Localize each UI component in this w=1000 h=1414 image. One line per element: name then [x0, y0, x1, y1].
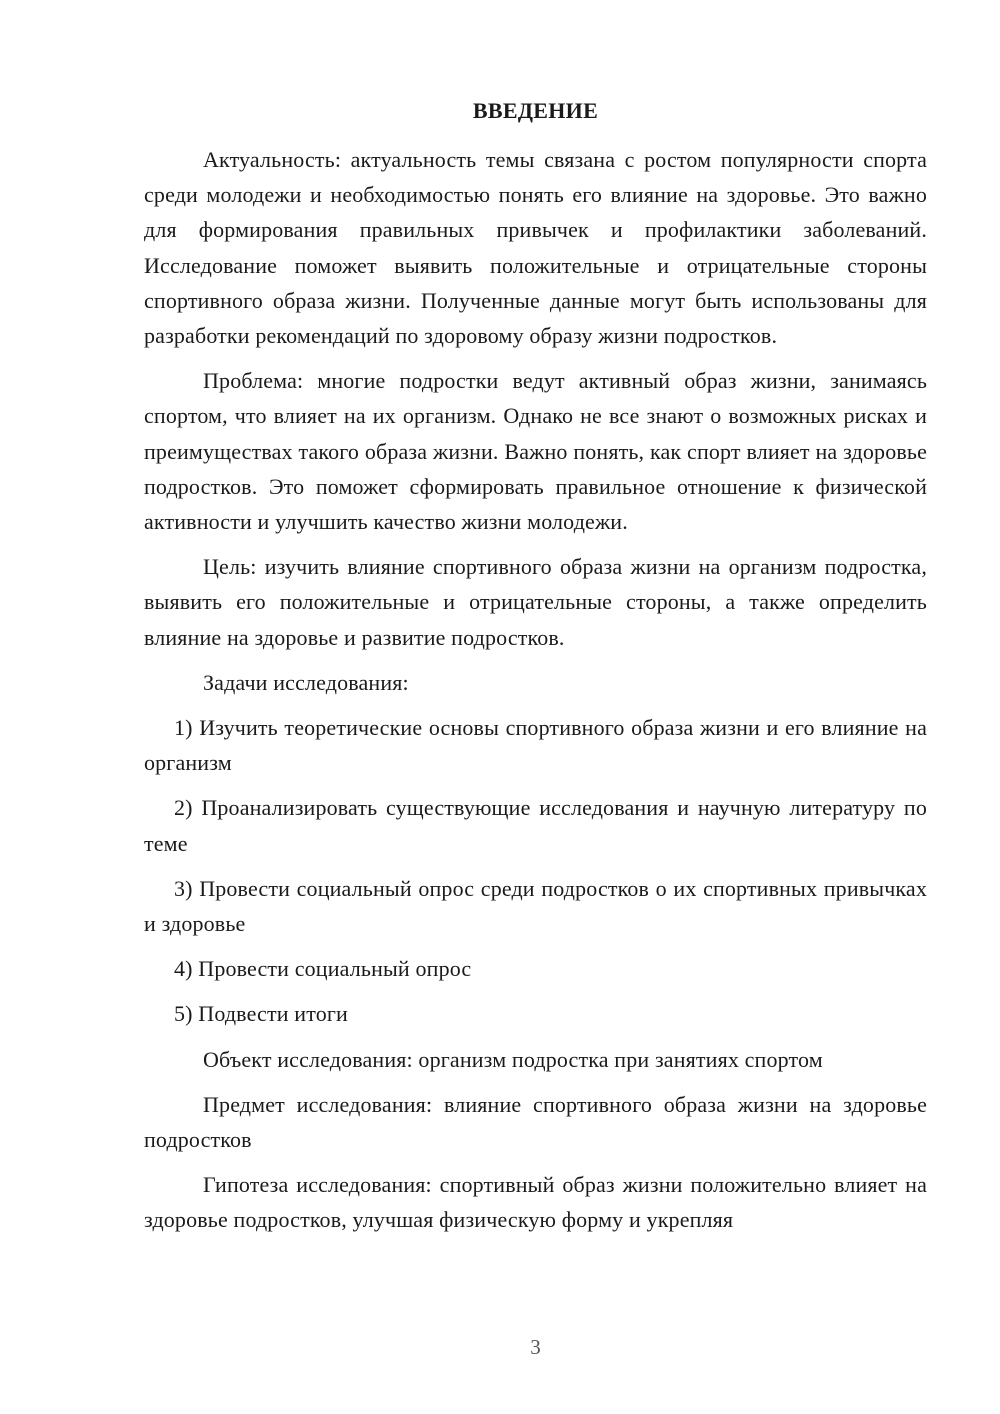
section-body [144, 142, 927, 1238]
task-item-4: 4) Провести социальный опрос [174, 956, 472, 982]
object-paragraph: Объект исследования: организм подростка при занятиях спортом [203, 1046, 823, 1072]
subject-paragraph: Предмет исследования: влияние спортивного образа жизни на здоровье подростков [144, 1091, 927, 1153]
section-heading: ВВЕДЕНИЕ [472, 98, 599, 123]
page-number: 3 [530, 1335, 541, 1359]
document-page [144, 0, 927, 1414]
task-item-2: 2) Проанализировать существующие исследования и научную литературу по теме [144, 795, 927, 856]
tasks-title: Задачи исследования: [203, 669, 409, 695]
task-item-5: 5) Подвести итоги [174, 1001, 348, 1027]
hypothesis-paragraph: Гипотеза исследования: спортивный образ жизни положительно влияет на здоровье подростков, улучшая физическую форму и укрепляя [144, 1172, 927, 1233]
task-item-3: 3) Провести социальный опрос среди подростков о их спортивных привычках и здоровье [144, 875, 927, 937]
relevance-paragraph: Актуальность: актуальность темы связана с ростом популярности спорта среди молодежи и необходимостью понять его влияние на здоровье. Это важно для формирования правильных привычек и профилактики заболеваний. Исследование поможет выявить положительные и отрицательные стороны спортивного образа жизни. Полученные данные могут быть использованы для разработки рекомендаций по здоровому образу жизни подростков. [144, 147, 927, 349]
task-item-1: 1) Изучить теоретические основы спортивного образа жизни и его влияние на организм [144, 715, 927, 776]
goal-paragraph: Цель: изучить влияние спортивного образа жизни на организм подростка, выявить его положительные и отрицательные стороны, а также определить влияние на здоровье и развитие подростков. [144, 554, 927, 650]
problem-paragraph: Проблема: многие подростки ведут активный образ жизни, занимаясь спортом, что влияет на их организм. Однако не все знают о возможных рисках и преимуществах такого образа жизни. Важно понять, как спорт влияет на здоровье подростков. Это поможет сформировать правильное отношение к физической активности и улучшить качество жизни молодежи. [144, 368, 927, 535]
